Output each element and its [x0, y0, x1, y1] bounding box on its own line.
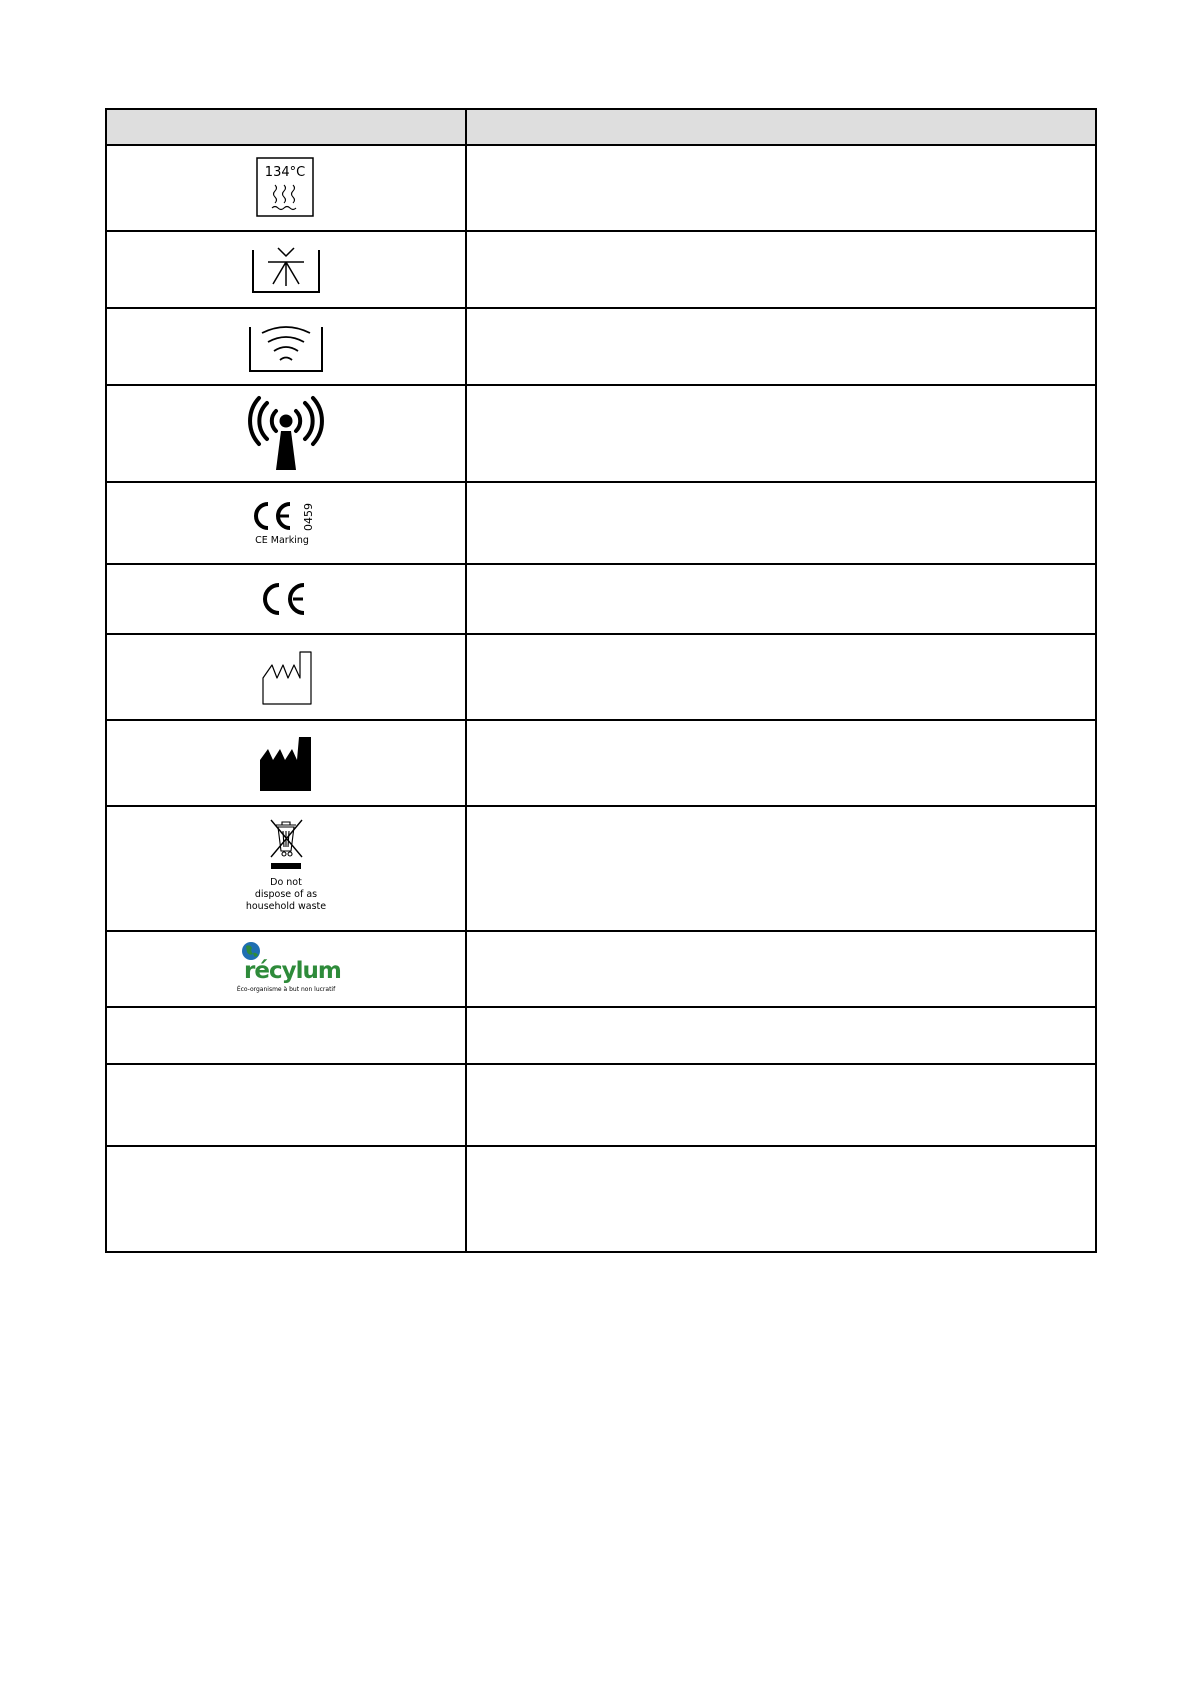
recylum-logo-text: récylum	[244, 958, 341, 984]
description-cell	[466, 482, 1096, 564]
symbol-cell	[106, 1007, 466, 1064]
recylum-tagline: Éco-organisme à but non lucratif	[236, 986, 336, 993]
table-row	[106, 1064, 1096, 1146]
do-not-wash-in-washer-icon	[251, 246, 321, 294]
table-row	[106, 231, 1096, 308]
ce-mark-icon	[260, 581, 312, 617]
symbol-cell	[106, 482, 466, 564]
description-cell	[466, 231, 1096, 308]
header-symbol	[106, 109, 466, 145]
recylum-logo	[236, 941, 341, 997]
symbol-cell	[106, 931, 466, 1007]
description-cell	[466, 385, 1096, 482]
symbol-cell	[106, 1064, 466, 1146]
date-of-manufacture-icon	[206, 648, 366, 706]
symbol-cell	[106, 308, 466, 385]
ce-marking-label: CE Marking	[255, 535, 309, 546]
table-header-row	[106, 109, 1096, 145]
ce-marking-0459-icon	[246, 498, 326, 548]
non-ionizing-radiation-icon	[250, 397, 322, 471]
sterilization-134c-icon	[256, 157, 316, 219]
weee-crossed-bin-icon	[226, 817, 346, 921]
weee-caption-line-3: household waste	[245, 900, 327, 912]
description-cell	[466, 931, 1096, 1007]
table-row	[106, 931, 1096, 1007]
manufacturer-icon	[259, 734, 313, 792]
symbol-cell	[106, 385, 466, 482]
table-row	[106, 720, 1096, 806]
symbol-cell	[106, 1146, 466, 1252]
description-cell	[466, 145, 1096, 231]
symbol-cell	[106, 564, 466, 634]
table-row	[106, 308, 1096, 385]
weee-caption-line-1: Do not	[270, 876, 302, 888]
symbol-cell	[106, 634, 466, 720]
table-row	[106, 806, 1096, 931]
table-row	[106, 1146, 1096, 1252]
description-cell	[466, 1007, 1096, 1064]
description-cell	[466, 308, 1096, 385]
ultrasonic-bath-icon	[248, 321, 324, 373]
description-cell	[466, 564, 1096, 634]
table-row	[106, 482, 1096, 564]
sterilization-temp-label: 134°C	[264, 165, 306, 180]
table-row	[106, 634, 1096, 720]
symbol-cell	[106, 720, 466, 806]
description-cell	[466, 1064, 1096, 1146]
symbol-cell	[106, 145, 466, 231]
table-row	[106, 564, 1096, 634]
description-cell	[466, 720, 1096, 806]
table-row	[106, 385, 1096, 482]
description-cell	[466, 634, 1096, 720]
table-row	[106, 1007, 1096, 1064]
symbol-cell	[106, 806, 466, 931]
symbol-cell	[106, 231, 466, 308]
symbols-table	[105, 108, 1097, 1253]
description-cell	[466, 806, 1096, 931]
notified-body-number: 0459	[302, 503, 315, 531]
weee-caption-line-2: dispose of as	[254, 888, 318, 900]
description-cell	[466, 1146, 1096, 1252]
header-description	[466, 109, 1096, 145]
table-row	[106, 145, 1096, 231]
